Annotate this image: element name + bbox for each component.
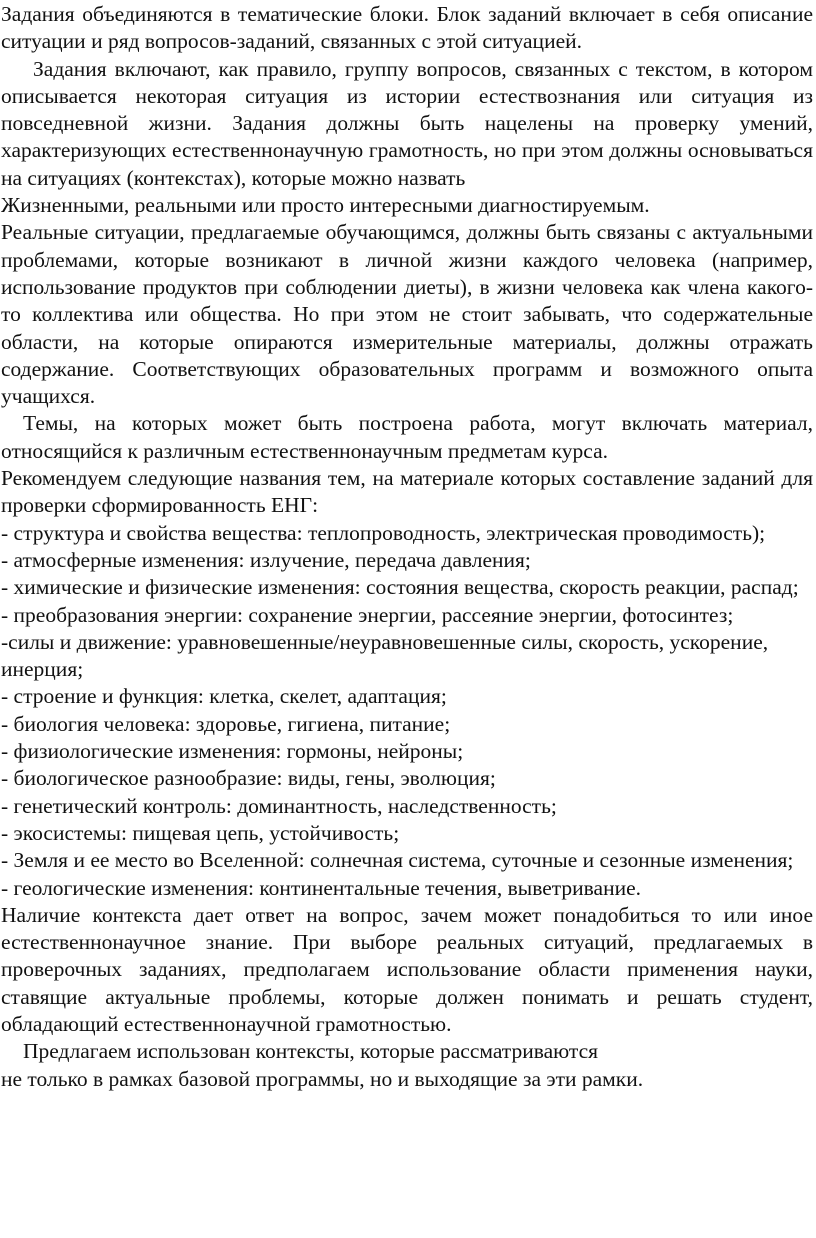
list-item: - структура и свойства вещества: теплопроводность, электрическая проводимость); — [1, 520, 766, 545]
paragraph-propose-continuation: не только в рамках базовой программы, но и выходящие за эти рамки. — [1, 1066, 644, 1091]
document-body — [1, 1, 813, 1093]
topic-list — [1, 520, 813, 902]
list-item: - геологические изменения: континентальные течения, выветривание. — [1, 875, 642, 900]
paragraph-themes: Темы, на которых может быть построена работа, могут включать материал, относящийся к различным естественнонаучным предметам курса. — [1, 411, 813, 463]
paragraph-context: Наличие контекста дает ответ на вопрос, зачем может понадобиться то или иное естественнонаучное знание. При выборе реальных ситуаций, предлагаемых в проверочных заданиях, предполагаем использование области применения науки, ставящие актуальные проблемы, которые должен понимать и решать студент, обладающий естественнонаучной грамотностью. — [1, 902, 813, 1036]
list-item: - биологическое разнообразие: виды, гены, эволюция; — [1, 766, 496, 791]
paragraph-recommend: Рекомендуем следующие названия тем, на материале которых составление заданий для проверки сформированность ЕНГ: — [1, 466, 813, 518]
list-item: - преобразования энергии: сохранение энергии, рассеяние энергии, фотосинтез; — [1, 602, 734, 627]
paragraph-real-situations: Реальные ситуации, предлагаемые обучающимся, должны быть связаны с актуальными проблемами, которые возникают в личной жизни каждого человека (например, использование продуктов при соблюдении диеты), в жизни человека как члена какого-то коллектива или общества. Но при этом не стоит забывать, что содержательные области, на которые опираются измерительные материалы, должны отражать содержание. Соответствующих образовательных программ и возможного опыта учащихся. — [1, 220, 813, 409]
list-item: - химические и физические изменения: состояния вещества, скорость реакции, распад; — [1, 575, 799, 600]
list-item: - генетический контроль: доминантность, наследственность; — [1, 793, 557, 818]
list-item: - экосистемы: пищевая цепь, устойчивость; — [1, 820, 400, 845]
paragraph-intro: Задания объединяются в тематические блоки. Блок заданий включает в себя описание ситуации и ряд вопросов-заданий, связанных с этой ситуацией. — [1, 2, 813, 54]
paragraph-tasks: Задания включают, как правило, группу вопросов, связанных с текстом, в котором описывается некоторая ситуация из истории естествознания или ситуация из повседневной жизни. Задания должны быть нацелены на проверку умений, характеризующих естественнонаучную грамотность, но при этом должны основываться на ситуациях (контекстах), которые можно назвать — [1, 56, 813, 190]
list-item: - биология человека: здоровье, гигиена, питание; — [1, 711, 451, 736]
list-item: - Земля и ее место во Вселенной: солнечная система, суточные и сезонные изменения; — [1, 848, 794, 873]
paragraph-propose: Предлагаем использован контексты, которые рассматриваются — [23, 1039, 598, 1064]
paragraph-tasks-continuation: Жизненными, реальными или просто интересными диагностируемым. — [1, 193, 650, 218]
list-item: -силы и движение: уравновешенные/неуравновешенные силы, скорость, ускорение, инерция; — [1, 629, 769, 682]
list-item: - физиологические изменения: гормоны, нейроны; — [1, 739, 464, 764]
list-item: - строение и функция: клетка, скелет, адаптация; — [1, 684, 447, 709]
list-item: - атмосферные изменения: излучение, передача давления; — [1, 547, 531, 572]
